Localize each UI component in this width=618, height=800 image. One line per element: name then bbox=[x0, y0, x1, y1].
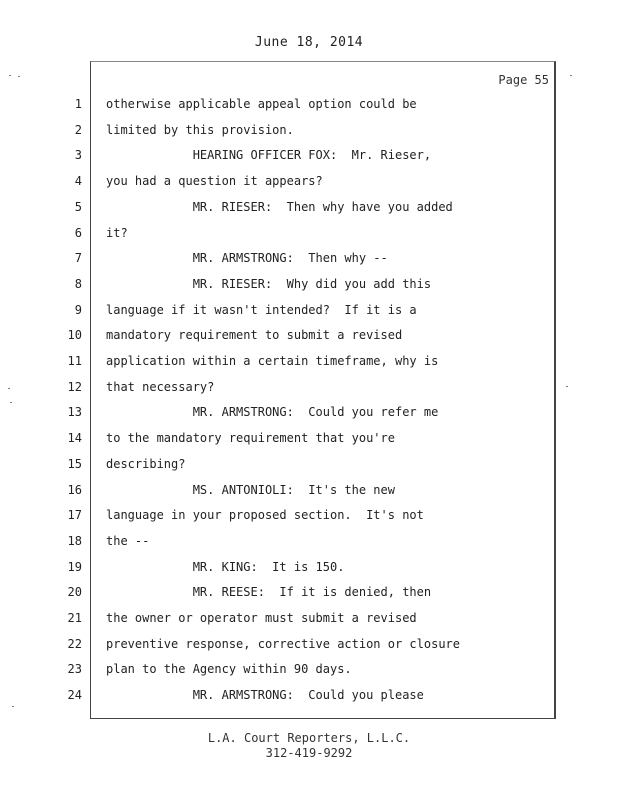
line-text: that necessary? bbox=[106, 379, 215, 394]
line-text: to the mandatory requirement that you're bbox=[106, 431, 395, 446]
line-number: 9 bbox=[74, 302, 82, 317]
line-number: 4 bbox=[74, 174, 82, 189]
line-number: 13 bbox=[67, 405, 82, 420]
line-text: MR. RIESER: Why did you add this bbox=[106, 276, 432, 291]
line-text: the owner or operator must submit a revised bbox=[106, 611, 417, 625]
line-number: 10 bbox=[67, 328, 82, 343]
line-number: 22 bbox=[67, 636, 82, 651]
line-number: 3 bbox=[74, 148, 82, 163]
line-text: MS. ANTONIOLI: It's the new bbox=[106, 482, 395, 497]
scan-speck bbox=[8, 388, 10, 389]
scan-speck bbox=[566, 386, 568, 387]
line-text: MR. RIESER: Then why have you added bbox=[106, 199, 453, 214]
transcript-date: June 18, 2014 bbox=[254, 35, 364, 50]
line-text: language if it wasn't intended? If it is a bbox=[106, 302, 417, 317]
line-text: MR. ARMSTRONG: Could you please bbox=[106, 688, 424, 703]
line-number: 18 bbox=[67, 533, 82, 548]
line-text: MR. ARMSTRONG: Then why -- bbox=[106, 251, 388, 266]
line-text: HEARING OFFICER FOX: Mr. Rieser, bbox=[106, 148, 432, 163]
line-number: 24 bbox=[67, 688, 82, 703]
line-number: 6 bbox=[74, 225, 82, 240]
line-number: 20 bbox=[67, 585, 82, 600]
page-number: Page 55 bbox=[498, 73, 549, 87]
line-number: 16 bbox=[67, 482, 82, 497]
line-number: 15 bbox=[67, 456, 82, 471]
line-number: 8 bbox=[74, 276, 82, 291]
line-text: you had a question it appears? bbox=[106, 174, 323, 189]
line-text: language in your proposed section. It's not bbox=[106, 508, 424, 523]
line-number: 17 bbox=[67, 508, 82, 523]
line-number: 23 bbox=[67, 662, 82, 677]
line-number: 7 bbox=[74, 251, 82, 266]
line-number: 21 bbox=[67, 611, 82, 625]
court-reporter-phone: 312-419-9292 bbox=[265, 746, 353, 760]
scan-speck bbox=[9, 75, 11, 76]
line-number: 12 bbox=[67, 379, 82, 394]
line-text: MR. REESE: If it is denied, then bbox=[106, 585, 432, 600]
line-number: 19 bbox=[67, 559, 82, 574]
scan-speck bbox=[10, 402, 12, 403]
line-text: describing? bbox=[106, 456, 186, 471]
line-text: the -- bbox=[106, 533, 150, 548]
line-number: 2 bbox=[74, 122, 82, 137]
line-text: it? bbox=[106, 225, 128, 240]
line-text: MR. KING: It is 150. bbox=[106, 559, 345, 574]
scan-speck bbox=[18, 76, 20, 77]
line-number: 11 bbox=[67, 354, 82, 368]
line-number: 5 bbox=[74, 199, 82, 214]
scan-speck bbox=[12, 706, 14, 707]
line-text: plan to the Agency within 90 days. bbox=[106, 662, 352, 677]
line-text: otherwise applicable appeal option could be bbox=[106, 97, 417, 111]
line-text: mandatory requirement to submit a revised bbox=[106, 328, 403, 343]
court-reporter-name: L.A. Court Reporters, L.L.C. bbox=[207, 731, 411, 745]
line-number: 1 bbox=[74, 97, 82, 111]
line-text: application within a certain timeframe, why is bbox=[106, 354, 439, 368]
scan-speck bbox=[570, 75, 572, 76]
line-text: MR. ARMSTRONG: Could you refer me bbox=[106, 405, 439, 420]
line-text: preventive response, corrective action or closure bbox=[106, 636, 461, 651]
line-text: limited by this provision. bbox=[106, 122, 294, 137]
line-number: 14 bbox=[67, 431, 82, 446]
